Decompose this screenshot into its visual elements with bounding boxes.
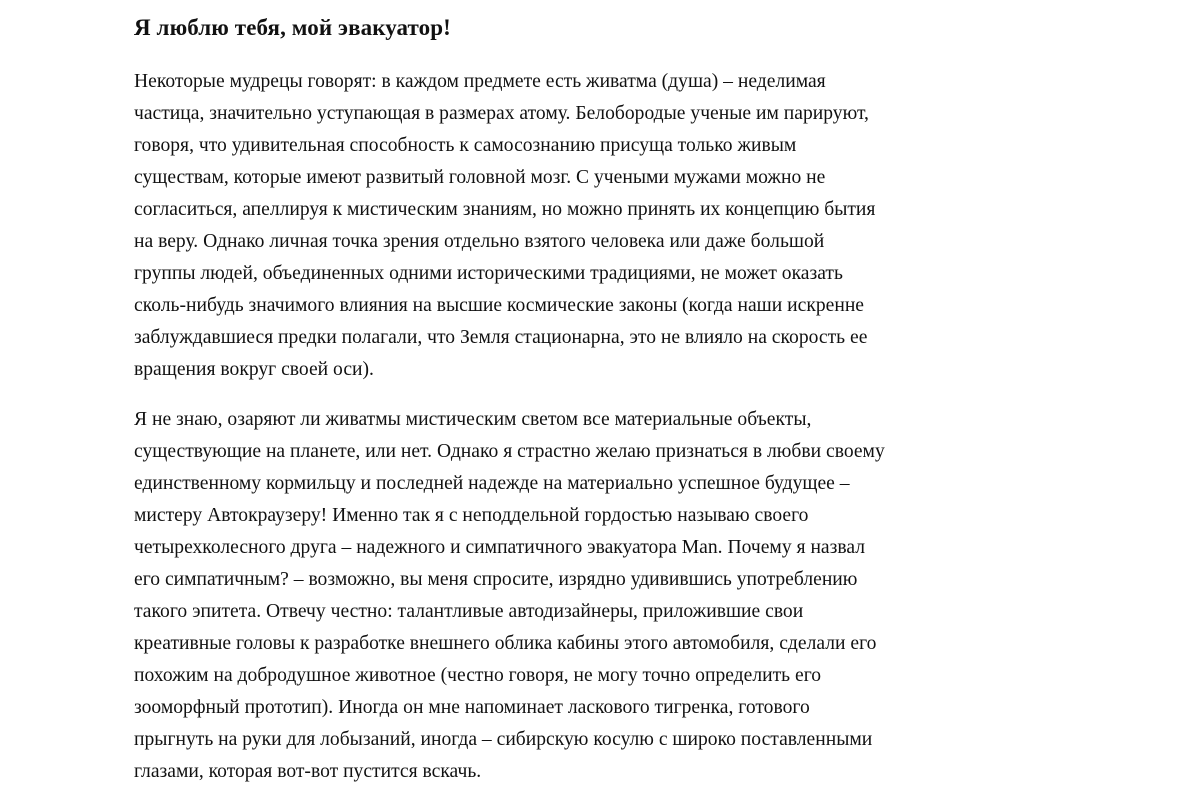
text-line: частица, значительно уступающая в размерах атому. Белобородые ученые им парируют, bbox=[134, 103, 869, 124]
text-line: Я не знаю, озаряют ли живатмы мистическим светом все материальные объекты, bbox=[134, 409, 812, 430]
article-paragraph-2 bbox=[134, 404, 1074, 788]
text-line: прыгнуть на руки для лобызаний, иногда – сибирскую косулю с широко поставленными bbox=[134, 729, 873, 750]
text-line: глазами, которая вот-вот пустится вскачь. bbox=[134, 761, 482, 782]
text-line: Некоторые мудрецы говорят: в каждом предмете есть живатма (душа) – неделимая bbox=[134, 71, 826, 92]
text-line: сколь-нибудь значимого влияния на высшие космические законы (когда наши искренне bbox=[134, 295, 865, 316]
text-line: на веру. Однако личная точка зрения отдельно взятого человека или даже большой bbox=[134, 231, 825, 252]
text-line: существам, которые имеют развитый головной мозг. С учеными мужами можно не bbox=[134, 167, 826, 188]
text-line: его симпатичным? – возможно, вы меня спросите, изрядно удивившись употреблению bbox=[134, 569, 858, 590]
text-line: вращения вокруг своей оси). bbox=[134, 359, 374, 380]
text-line: группы людей, объединенных одними историческими традициями, не может оказать bbox=[134, 263, 843, 284]
text-line: похожим на добродушное животное (честно говоря, не могу точно определить его bbox=[134, 665, 822, 686]
article-paragraph-1 bbox=[134, 66, 1074, 386]
text-line: зооморфный прототип). Иногда он мне напоминает ласкового тигренка, готового bbox=[134, 697, 810, 718]
text-line: креативные головы к разработке внешнего облика кабины этого автомобиля, сделали его bbox=[134, 633, 877, 654]
text-line: существующие на планете, или нет. Однако я страстно желаю признаться в любви своему bbox=[134, 441, 885, 462]
text-line: единственному кормильцу и последней надежде на материально успешное будущее – bbox=[134, 473, 850, 494]
text-line: говоря, что удивительная способность к самосознанию присуща только живым bbox=[134, 135, 797, 156]
article-title: Я люблю тебя, мой эвакуатор! bbox=[134, 15, 451, 40]
article bbox=[134, 0, 1074, 788]
text-line: такого эпитета. Отвечу честно: талантливые автодизайнеры, приложившие свои bbox=[134, 601, 804, 622]
text-line: четырехколесного друга – надежного и симпатичного эвакуатора Man. Почему я назвал bbox=[134, 537, 866, 558]
text-line: заблуждавшиеся предки полагали, что Земля стационарна, это не влияло на скорость ее bbox=[134, 327, 868, 348]
text-line: мистеру Автокраузеру! Именно так я с неподдельной гордостью называю своего bbox=[134, 505, 809, 526]
text-line: согласиться, апеллируя к мистическим знаниям, но можно принять их концепцию бытия bbox=[134, 199, 876, 220]
